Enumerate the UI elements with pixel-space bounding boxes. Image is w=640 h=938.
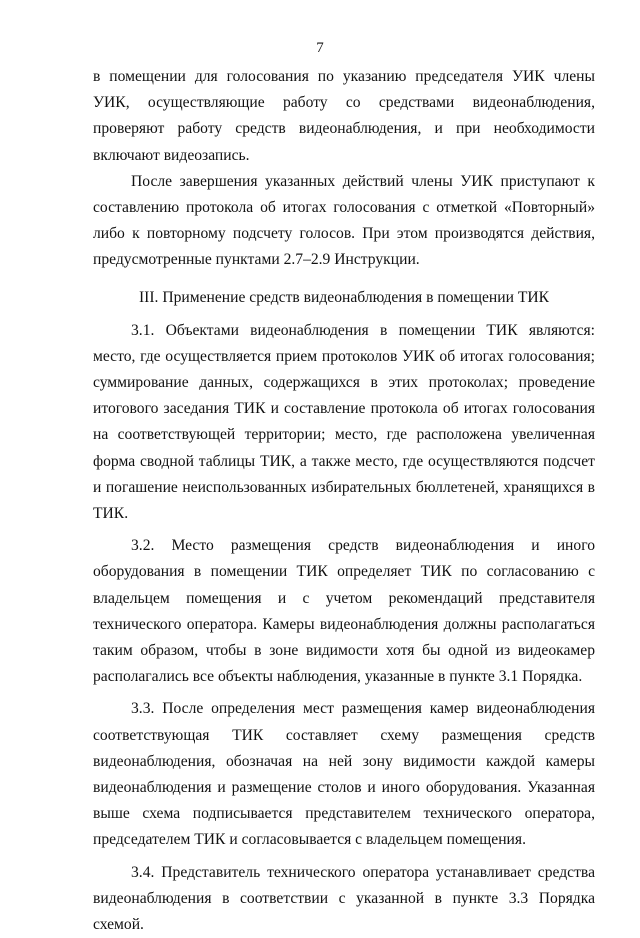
page-number: 7 (316, 40, 324, 56)
section-heading: III. Применение средств видеонаблюдения в помещении ТИК (138, 288, 550, 306)
paragraph-continuation: в помещении для голосования по указанию председателя УИК члены УИК, осуществляющие работу со средствами видеонаблюдения, проверяют работу средств видеонаблюдения, и при необходимости включают видеозапись. (93, 68, 595, 164)
page-body (93, 64, 595, 938)
paragraph-3-1: 3.1. Объектами видеонаблюдения в помещении ТИК являются: место, где осуществляется прием протоколов УИК об итогах голосования; суммирование данных, содержащихся в этих протоколах; проведение итогового заседания ТИК и составление протокола об итогах голосования на соответствующей территории; место, где расположена увеличенная форма сводной таблицы ТИК, а также место, где осуществляются подсчет и погашение неиспользованных избирательных бюллетеней, хранящихся в ТИК. (93, 321, 595, 523)
paragraph-3-4: 3.4. Представитель технического оператора устанавливает средства видеонаблюдения в соответствии с указанной в пункте 3.3 Порядка схемой. (93, 863, 595, 934)
paragraph-protocol: После завершения указанных действий члены УИК приступают к составлению протокола об итогах голосования с отметкой «Повторный» либо к повторному подсчету голосов. При этом производятся действия, предусмотренные пунктами 2.7–2.9 Инструкции. (93, 172, 595, 269)
paragraph-3-3: 3.3. После определения мест размещения камер видеонаблюдения соответствующая ТИК составляет схему размещения средств видеонаблюдения, обозначая на ней зону видимости каждой камеры видеонаблюдения и размещение столов и иного оборудования. Указанная выше схема подписывается представителем технического оператора, председателем ТИК и согласовывается с владельцем помещения. (93, 700, 595, 849)
paragraph-3-2: 3.2. Место размещения средств видеонаблюдения и иного оборудования в помещении ТИК определяет ТИК по согласованию с владельцем помещения и с учетом рекомендаций представителя технического оператора. Камеры видеонаблюдения должны располагаться таким образом, чтобы в зоне видимости хотя бы одной из видеокамер располагались все объекты наблюдения, указанные в пункте 3.1 Порядка. (93, 537, 595, 686)
